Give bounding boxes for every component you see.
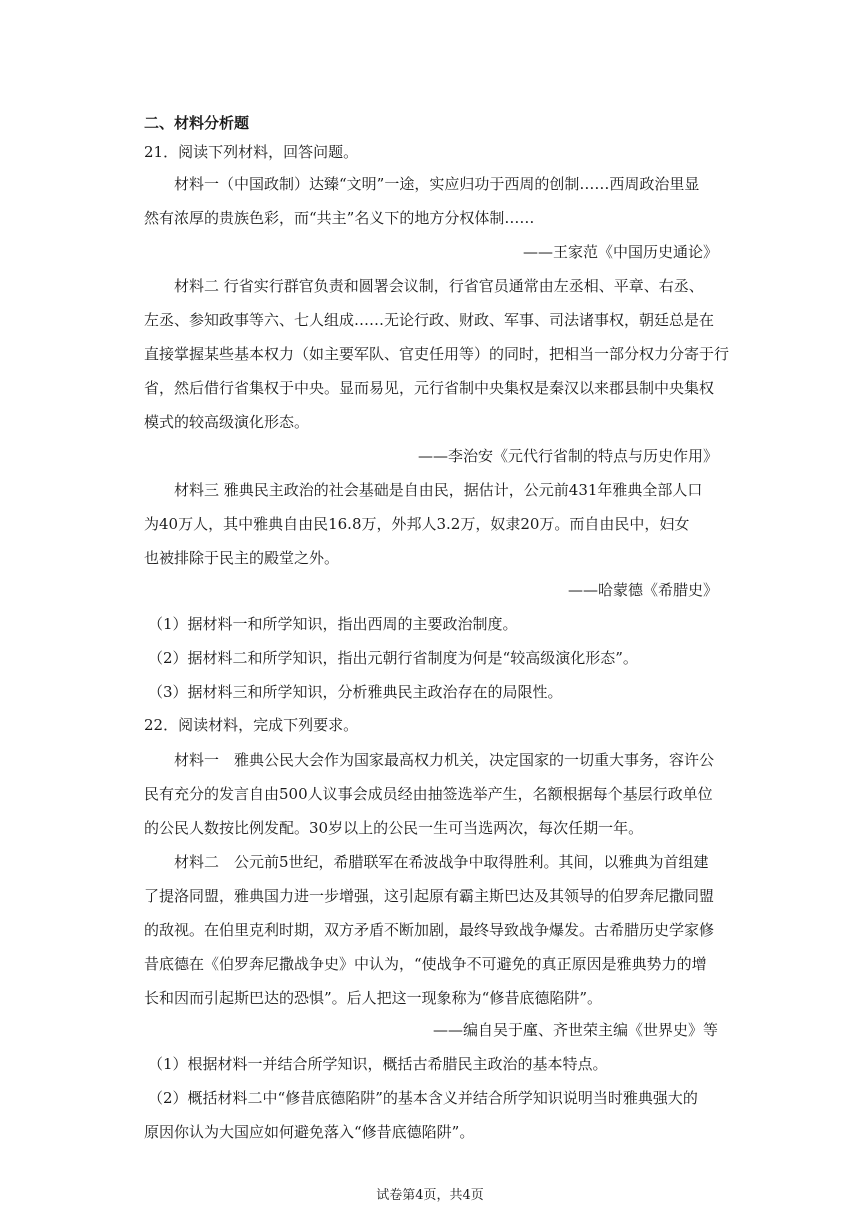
- q22-material2-source: ——编自吴于廑、齐世荣主编《世界史》等: [432, 1021, 718, 1039]
- q22-material2-line: 材料二 公元前5世纪，希腊联军在希波战争中取得胜利。其间，以雅典为首组建: [174, 853, 709, 871]
- q21-material1-line: 然有浓厚的贵族色彩，而“共主”名义下的地方分权体制……: [144, 209, 535, 227]
- q21-material1-source: ——王家范《中国历史通论》: [522, 243, 718, 261]
- q21-material2-source: ——李治安《元代行省制的特点与历史作用》: [417, 447, 718, 465]
- q22-material1-line: 的公民人数按比例发配。30岁以上的公民一生可当选两次，每次任期一年。: [144, 819, 644, 837]
- q22-material2-line: 长和因而引起斯巴达的恐惧”。后人把这一现象称为“修昔底德陷阱”。: [144, 989, 603, 1007]
- q22-material2-line: 了提洛同盟，雅典国力进一步增强，这引起原有霸主斯巴达及其领导的伯罗奔尼撒同盟: [144, 887, 715, 905]
- q21-material2-line: 左丞、参知政事等六、七人组成……无论行政、财政、军事、司法诸事权，朝廷总是在: [144, 311, 715, 329]
- q22-subquestion-2-cont: 原因你认为大国应如何避免落入“修昔底德陷阱”。: [144, 1123, 475, 1141]
- q21-subquestion-2: （2）据材料二和所学知识，指出元朝行省制度为何是“较高级演化形态”。: [148, 649, 638, 667]
- section-title: 二、材料分析题: [144, 114, 250, 132]
- q21-subquestion-1: （1）据材料一和所学知识，指出西周的主要政治制度。: [148, 615, 518, 633]
- q21-material3-line: 也被排除于民主的殿堂之外。: [144, 549, 340, 567]
- q21-material2-line: 模式的较高级演化形态。: [144, 413, 310, 431]
- q22-material2-line: 昔底德在《伯罗奔尼撒战争史》中认为，“使战争不可避免的真正原因是雅典势力的增: [144, 955, 707, 973]
- q22-material1-line: 民有充分的发言自由500人议事会成员经由抽签选举产生，名额根据每个基层行政单位: [144, 785, 713, 803]
- page-footer: 试卷第4页，共4页: [376, 1188, 484, 1203]
- q21-material2-line: 材料二 行省实行群官负责和圆署会议制，行省官员通常由左丞相、平章、右丞、: [174, 277, 704, 295]
- q22-subquestion-1: （1）根据材料一并结合所学知识，概括古希腊民主政治的基本特点。: [148, 1055, 608, 1073]
- q21-material3-source: ——哈蒙德《希腊史》: [567, 581, 718, 599]
- q22-stem: 22．阅读材料，完成下列要求。: [144, 716, 359, 734]
- q21-material1-line: 材料一（中国政制）达臻“文明”一途，实应归功于西周的创制……西周政治里显: [174, 175, 700, 193]
- q21-stem: 21．阅读下列材料，回答问题。: [144, 143, 359, 161]
- q21-material2-line: 省，然后借行省集权于中央。显而易见，元行省制中央集权是秦汉以来郡县制中央集权: [144, 379, 715, 397]
- q21-material3-line: 为40万人，其中雅典自由民16.8万，外邦人3.2万，奴隶20万。而自由民中，妇女: [144, 515, 690, 533]
- q21-subquestion-3: （3）据材料三和所学知识，分析雅典民主政治存在的局限性。: [148, 683, 563, 701]
- q21-material3-line: 材料三 雅典民主政治的社会基础是自由民，据估计，公元前431年雅典全部人口: [174, 481, 703, 499]
- q21-material2-line: 直接掌握某些基本权力（如主要军队、官吏任用等）的同时，把相当一部分权力分寄于行: [144, 345, 730, 363]
- q22-subquestion-2: （2）概括材料二中“修昔底德陷阱”的基本含义并结合所学知识说明当时雅典强大的: [148, 1089, 698, 1107]
- q22-material2-line: 的敌视。在伯里克利时期，双方矛盾不断加剧，最终导致战争爆发。古希腊历史学家修: [144, 921, 715, 939]
- q22-material1-line: 材料一 雅典公民大会作为国家最高权力机关，决定国家的一切重大事务，容许公: [174, 751, 715, 769]
